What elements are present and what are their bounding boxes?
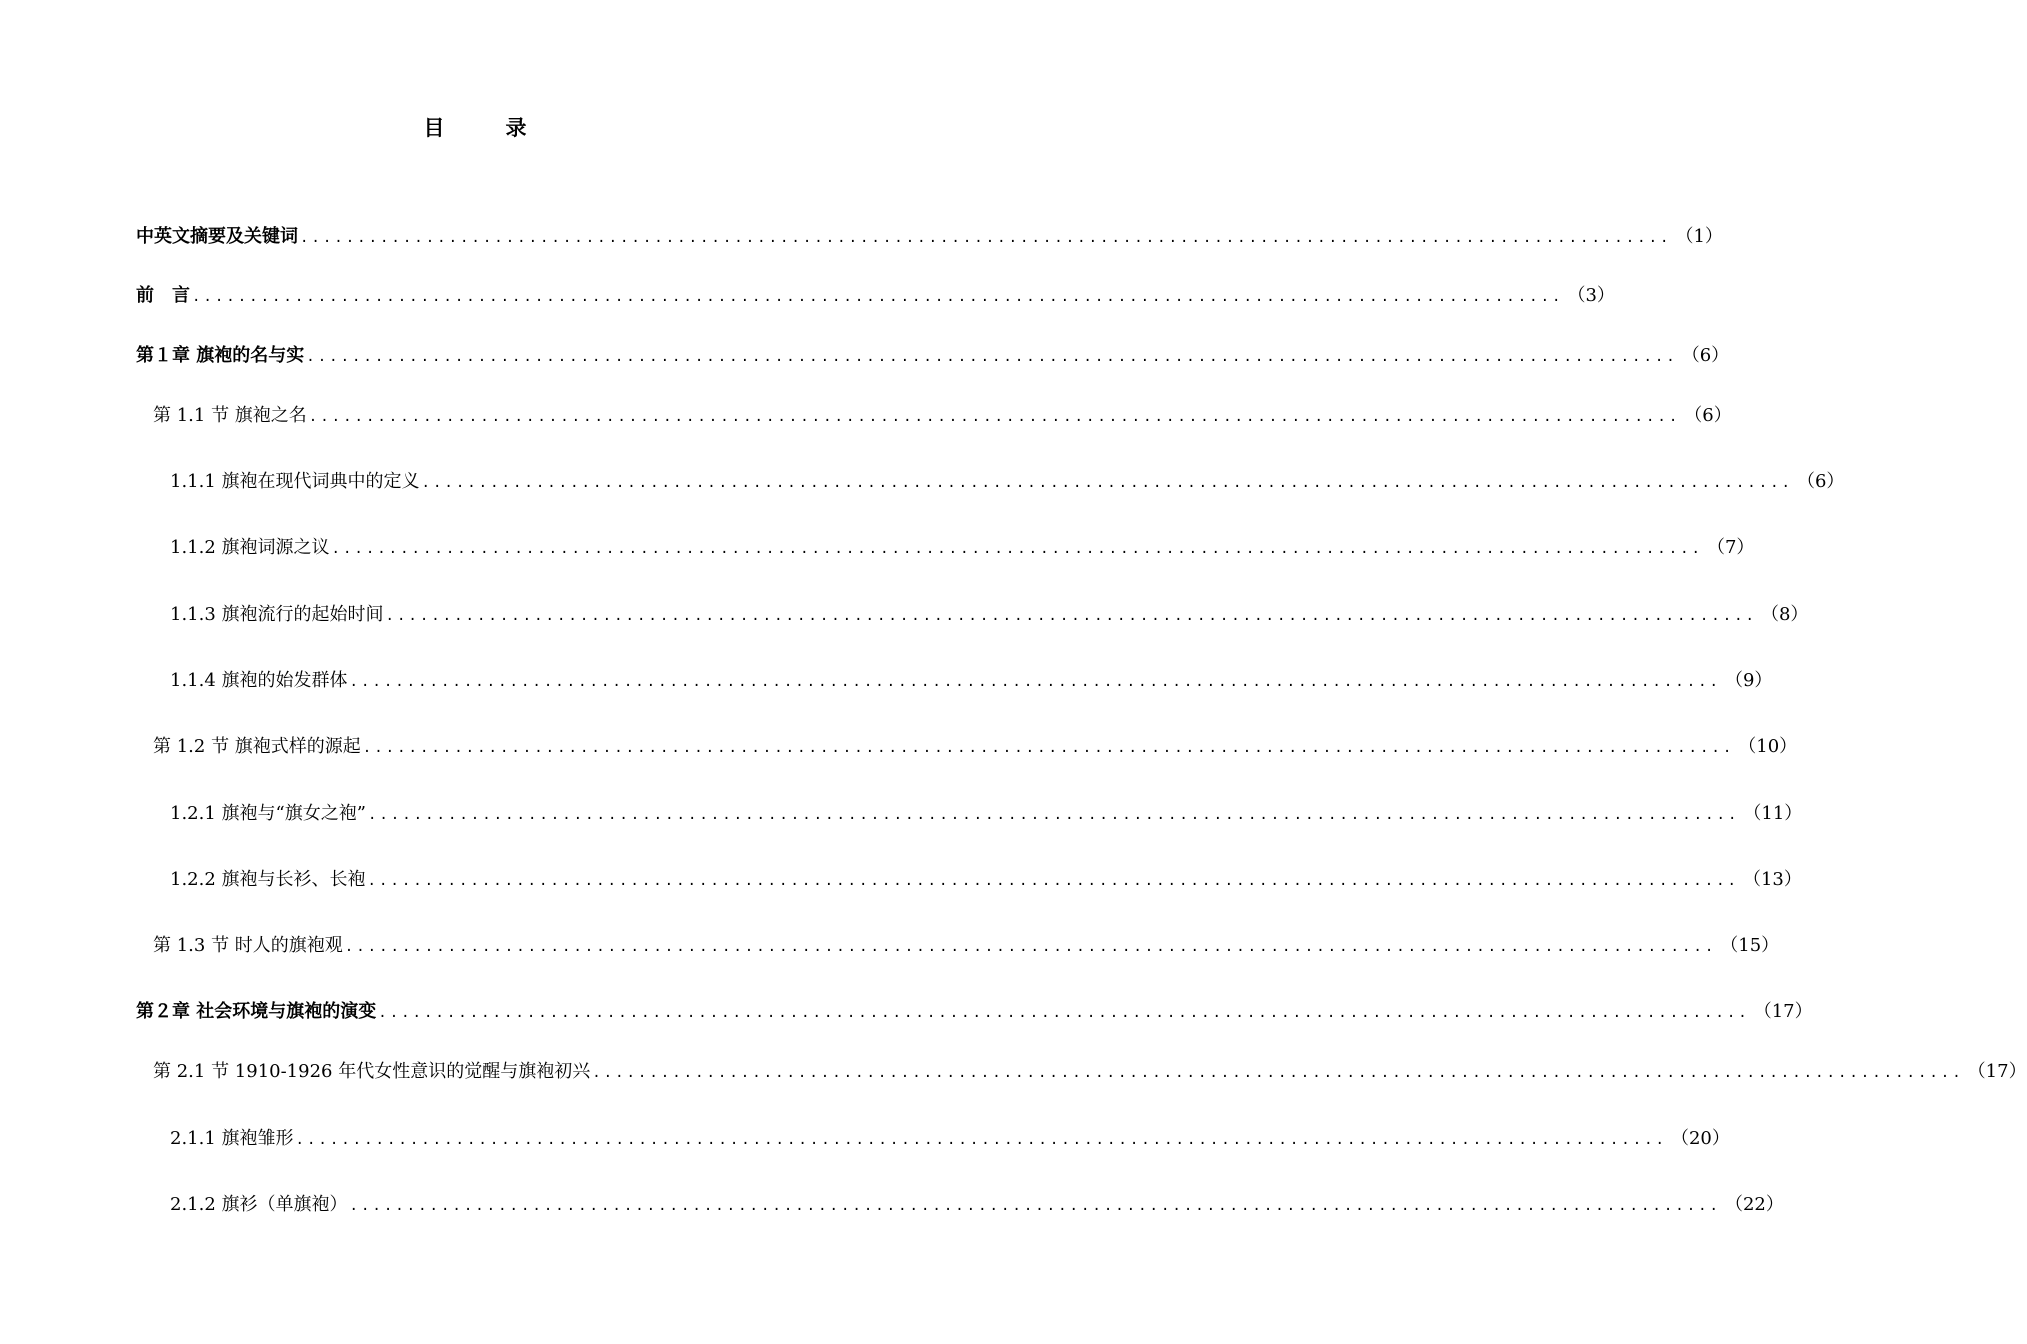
toc-entry-label: 1.1.3 旗袍流行的起始时间	[170, 604, 384, 625]
toc-page-number: （20）	[1670, 1128, 1730, 1149]
toc-dot-leader: ........................................................................................................................	[331, 541, 1703, 557]
toc-entry[interactable]	[0, 467, 1845, 497]
toc-entry-label: 1.1.2 旗袍词源之议	[170, 537, 330, 558]
toc-dot-leader: ........................................................................................................................	[349, 1198, 1721, 1214]
toc-page-number: （11）	[1743, 803, 1803, 824]
toc-dot-leader: ........................................................................................................................	[308, 409, 1681, 425]
toc-page-number: （9）	[1724, 670, 1773, 691]
toc-entry-label: 中英文摘要及关键词	[136, 226, 298, 247]
toc-dot-leader: ........................................................................................................................	[367, 807, 1740, 823]
toc-dot-leader: ........................................................................................................................	[362, 740, 1735, 756]
toc-page-number: （10）	[1738, 736, 1798, 757]
toc-entry[interactable]	[0, 341, 1730, 371]
toc-page-number: （13）	[1742, 869, 1802, 890]
toc-entry-label: 1.1.4 旗袍的始发群体	[170, 670, 348, 691]
toc-entry[interactable]	[0, 1190, 1784, 1220]
toc-entry-label: 2.1.1 旗袍雏形	[170, 1128, 294, 1149]
toc-entry[interactable]	[0, 281, 1615, 311]
toc-entry[interactable]	[0, 732, 1798, 762]
toc-entry[interactable]	[0, 533, 1755, 563]
toc-dot-leader: ........................................................................................................................	[192, 289, 1564, 305]
toc-dot-leader: ........................................................................................................................	[306, 349, 1678, 365]
toc-entry[interactable]	[0, 997, 1813, 1027]
toc-entry-label: 第１章 旗袍的名与实	[136, 345, 305, 366]
toc-entry[interactable]	[0, 222, 1723, 252]
toc-entry-label: 第 1.2 节 旗袍式样的源起	[153, 736, 361, 757]
toc-page-number: （6）	[1684, 405, 1732, 426]
toc-entry[interactable]	[0, 401, 1732, 431]
toc-page-number: （1）	[1675, 226, 1723, 247]
toc-dot-leader: ........................................................................................................................	[367, 873, 1739, 889]
toc-title: 目 录	[423, 115, 547, 140]
toc-page-number: （8）	[1760, 604, 1809, 625]
toc-page-number: （7）	[1706, 537, 1755, 558]
toc-entry-label: 第２章 社会环境与旗袍的演变	[136, 1001, 377, 1022]
toc-entry[interactable]	[0, 799, 1803, 829]
toc-page-number: （22）	[1724, 1194, 1784, 1215]
toc-dot-leader: ........................................................................................................................	[295, 1132, 1667, 1148]
toc-entry[interactable]	[0, 1124, 1730, 1154]
toc-entry[interactable]	[0, 931, 1780, 961]
toc-entry-label: 2.1.2 旗衫（单旗袍）	[170, 1194, 348, 1215]
toc-page-number: （17）	[1967, 1061, 2027, 1082]
toc-dot-leader: ........................................................................................................................	[300, 230, 1672, 246]
toc-entry[interactable]	[0, 1057, 2027, 1087]
toc-entry-label: 前 言	[136, 285, 190, 306]
toc-dot-leader: ........................................................................................................................	[349, 674, 1721, 690]
toc-page-number: （17）	[1753, 1001, 1813, 1022]
toc-entry[interactable]	[0, 600, 1809, 630]
toc-dot-leader: ........................................................................................................................	[421, 475, 1793, 491]
toc-entry-label: 第 1.3 节 时人的旗袍观	[153, 935, 343, 956]
toc-entry[interactable]	[0, 865, 1802, 895]
toc-dot-leader: ........................................................................................................................	[592, 1065, 1964, 1081]
toc-dot-leader: ........................................................................................................................	[385, 608, 1757, 624]
toc-entry-label: 1.2.2 旗袍与长衫、长袍	[170, 869, 366, 890]
toc-dot-leader: ........................................................................................................................	[344, 939, 1717, 955]
toc-page-number: （6）	[1796, 471, 1845, 492]
toc-entry-label: 1.2.1 旗袍与“旗女之袍”	[170, 803, 366, 824]
toc-entry[interactable]	[0, 666, 1773, 696]
toc-entry-label: 第 1.1 节 旗袍之名	[153, 405, 307, 426]
toc-dot-leader: ........................................................................................................................	[378, 1005, 1750, 1021]
toc-page-number: （6）	[1681, 345, 1730, 366]
toc-page-number: （3）	[1567, 285, 1615, 306]
toc-entry-label: 1.1.1 旗袍在现代词典中的定义	[170, 471, 420, 492]
toc-entry-label: 第 2.1 节 1910-1926 年代女性意识的觉醒与旗袍初兴	[153, 1061, 591, 1082]
toc-page-number: （15）	[1720, 935, 1780, 956]
